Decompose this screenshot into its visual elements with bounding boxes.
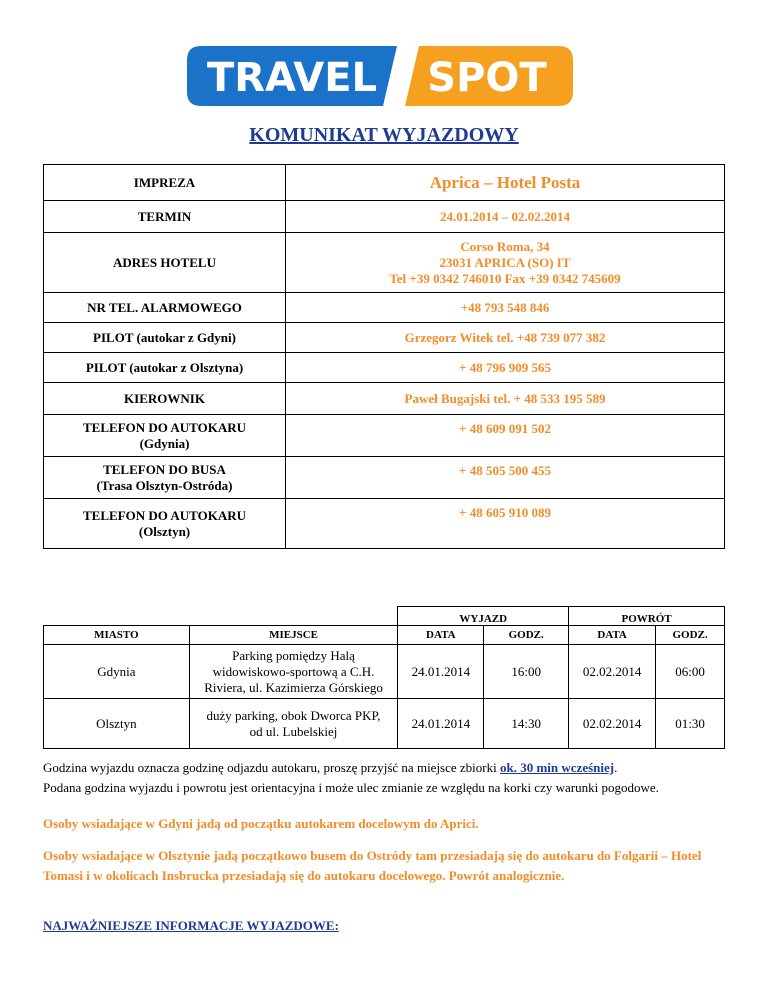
info-value: 24.01.2014 – 02.02.2014 xyxy=(286,201,725,233)
info-label: TELEFON DO AUTOKARU (Gdynia) xyxy=(44,415,286,457)
schedule-header-cell: GODZ. xyxy=(656,626,725,645)
schedule-header-cell: DATA xyxy=(398,626,484,645)
schedule-departure-time: 14:30 xyxy=(484,699,569,749)
schedule-departure-date: 24.01.2014 xyxy=(398,645,484,699)
info-value: + 48 605 910 089 xyxy=(286,499,725,549)
departure-group-header: WYJAZD xyxy=(398,607,569,626)
info-value: Paweł Bugajski tel. + 48 533 195 589 xyxy=(286,383,725,415)
info-label: IMPREZA xyxy=(44,165,286,201)
info-label: TELEFON DO BUSA (Trasa Olsztyn-Ostróda) xyxy=(44,457,286,499)
note-emphasis: ok. 30 min wcześniej xyxy=(499,760,615,775)
info-row xyxy=(44,201,725,233)
schedule-return-date: 02.02.2014 xyxy=(569,699,656,749)
schedule-header-cell: GODZ. xyxy=(484,626,569,645)
info-label: NR TEL. ALARMOWEGO xyxy=(44,293,286,323)
info-value: Corso Roma, 34 23031 APRICA (SO) IT Tel +39 0342 746010 Fax +39 0342 745609 xyxy=(286,233,725,293)
info-row xyxy=(44,353,725,383)
info-value: + 48 796 909 565 xyxy=(286,353,725,383)
note-departure-time: Godzina wyjazdu oznacza godzinę odjazdu autokaru, proszę przyjść na miejsce zbiorki ok. 30 min wcześniej. Podana godzina wyjazdu i powrotu jest orientacyjna i może ulec zmianie ze względu na korki czy warunki pogodowe. xyxy=(43,760,659,795)
schedule-return-date: 02.02.2014 xyxy=(569,645,656,699)
schedule-row xyxy=(44,699,725,749)
schedule-table xyxy=(43,606,725,749)
info-row xyxy=(44,233,725,293)
schedule-header-cell: MIEJSCE xyxy=(189,626,398,645)
schedule-departure-time: 16:00 xyxy=(484,645,569,699)
info-row xyxy=(44,323,725,353)
info-value: Grzegorz Witek tel. +48 739 077 382 xyxy=(286,323,725,353)
schedule-row xyxy=(44,645,725,699)
info-value: +48 793 548 846 xyxy=(286,293,725,323)
info-row xyxy=(44,165,725,201)
logo-right-text: SPOT xyxy=(427,55,547,101)
logo-left-text: TRAVEL xyxy=(206,55,378,101)
note-gdynia: Osoby wsiadające w Gdyni jadą od początku autokarem docelowym do Aprici. xyxy=(43,816,479,831)
note-orientation: Podana godzina wyjazdu i powrotu jest orientacyjna i może ulec zmianie ze względu na korki czy warunki pogodowe. xyxy=(43,780,659,795)
document-title: KOMUNIKAT WYJAZDOWY xyxy=(249,124,519,146)
trip-info-table xyxy=(43,164,725,549)
info-row xyxy=(44,499,725,549)
info-label: KIEROWNIK xyxy=(44,383,286,415)
schedule-return-time: 01:30 xyxy=(656,699,725,749)
info-value: Aprica – Hotel Posta xyxy=(286,165,725,201)
schedule-city: Gdynia xyxy=(44,645,190,699)
schedule-place: duży parking, obok Dworca PKP, od ul. Lubelskiej xyxy=(189,699,398,749)
schedule-city: Olsztyn xyxy=(44,699,190,749)
info-row xyxy=(44,293,725,323)
schedule-header-cell: MIASTO xyxy=(44,626,190,645)
schedule-return-time: 06:00 xyxy=(656,645,725,699)
info-value: + 48 609 091 502 xyxy=(286,415,725,457)
info-label: TELEFON DO AUTOKARU (Olsztyn) xyxy=(44,499,286,549)
schedule-departure-date: 24.01.2014 xyxy=(398,699,484,749)
schedule-place: Parking pomiędzy Halą widowiskowo-sportową a C.H. Riviera, ul. Kazimierza Górskiego xyxy=(189,645,398,699)
schedule-header-cell: DATA xyxy=(569,626,656,645)
info-row xyxy=(44,383,725,415)
info-row xyxy=(44,457,725,499)
section-heading: NAJWAŻNIEJSZE INFORMACJE WYJAZDOWE: xyxy=(43,918,339,933)
info-label: ADRES HOTELU xyxy=(44,233,286,293)
note-olsztyn: Osoby wsiadające w Olsztynie jadą początkowo busem do Ostródy tam przesiadają się do autokaru do Folgarii – Hotel Tomasi i w okolicach Insbrucka przesiadają się do autokaru docelowego. Powrót analogicznie. xyxy=(43,848,702,883)
travel-spot-logo xyxy=(187,46,573,106)
info-row xyxy=(44,415,725,457)
info-value: + 48 505 500 455 xyxy=(286,457,725,499)
info-label: PILOT (autokar z Gdyni) xyxy=(44,323,286,353)
info-label: TERMIN xyxy=(44,201,286,233)
info-label: PILOT (autokar z Olsztyna) xyxy=(44,353,286,383)
return-group-header: POWRÓT xyxy=(569,607,725,626)
